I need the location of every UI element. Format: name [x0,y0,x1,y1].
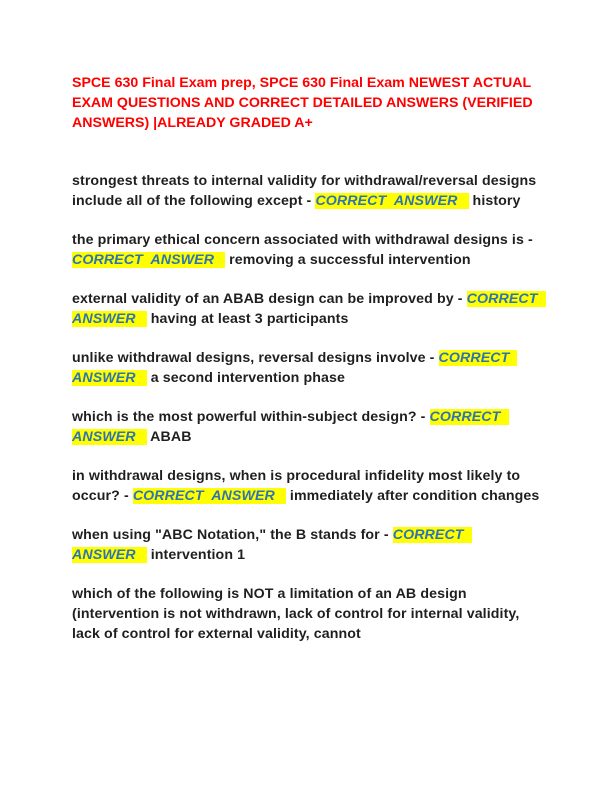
correct-answer-label: CORRECT ANSWER [315,193,468,209]
qa-item-8 [72,584,542,644]
qa-item-1 [72,171,542,211]
correct-answer-label: CORRECT ANSWER [72,252,225,268]
question-text: which of the following is NOT a limitation of an AB design (intervention is not withdrawn, lack of control for internal validity, lack of control for external validity, cannot [72,586,520,642]
qa-item-4 [72,348,542,388]
question-text: in withdrawal designs, when is procedural infidelity most likely to occur? - [72,468,521,504]
question-text: which is the most powerful within-subject design? - [72,409,430,425]
correct-answer-label: CORRECT ANSWER [72,527,472,563]
answer-text: removing a successful intervention [229,252,471,268]
qa-item-3 [72,289,546,329]
question-text: when using "ABC Notation," the B stands for - [72,527,393,543]
answer-text: intervention 1 [150,547,246,563]
correct-answer-label: CORRECT ANSWER [72,291,546,327]
answer-text: a second intervention phase [150,370,345,386]
qa-list [72,171,546,663]
question-text: unlike withdrawal designs, reversal designs involve - [72,350,439,366]
qa-item-7 [72,525,542,565]
correct-answer-label: CORRECT ANSWER [133,488,286,504]
answer-text: history [472,193,521,209]
question-text: the primary ethical concern associated with withdrawal designs is - [72,232,533,248]
qa-item-5 [72,407,542,447]
answer-text: immediately after condition changes [289,488,540,504]
question-text: external validity of an ABAB design can be improved by - [72,291,467,307]
question-text: strongest threats to internal validity for withdrawal/reversal designs include all of the following except - [72,173,537,209]
correct-answer-label: CORRECT ANSWER [72,409,509,445]
document-title: SPCE 630 Final Exam prep, SPCE 630 Final Exam NEWEST ACTUAL EXAM QUESTIONS AND CORRECT DETAILED ANSWERS (VERIFIED ANSWERS) |ALREADY GRADED A+ [72,75,533,131]
answer-text: having at least 3 participants [150,311,349,327]
answer-text: ABAB [150,429,192,445]
correct-answer-label: CORRECT ANSWER [72,350,518,386]
qa-item-2 [72,230,542,270]
qa-item-6 [72,466,542,506]
